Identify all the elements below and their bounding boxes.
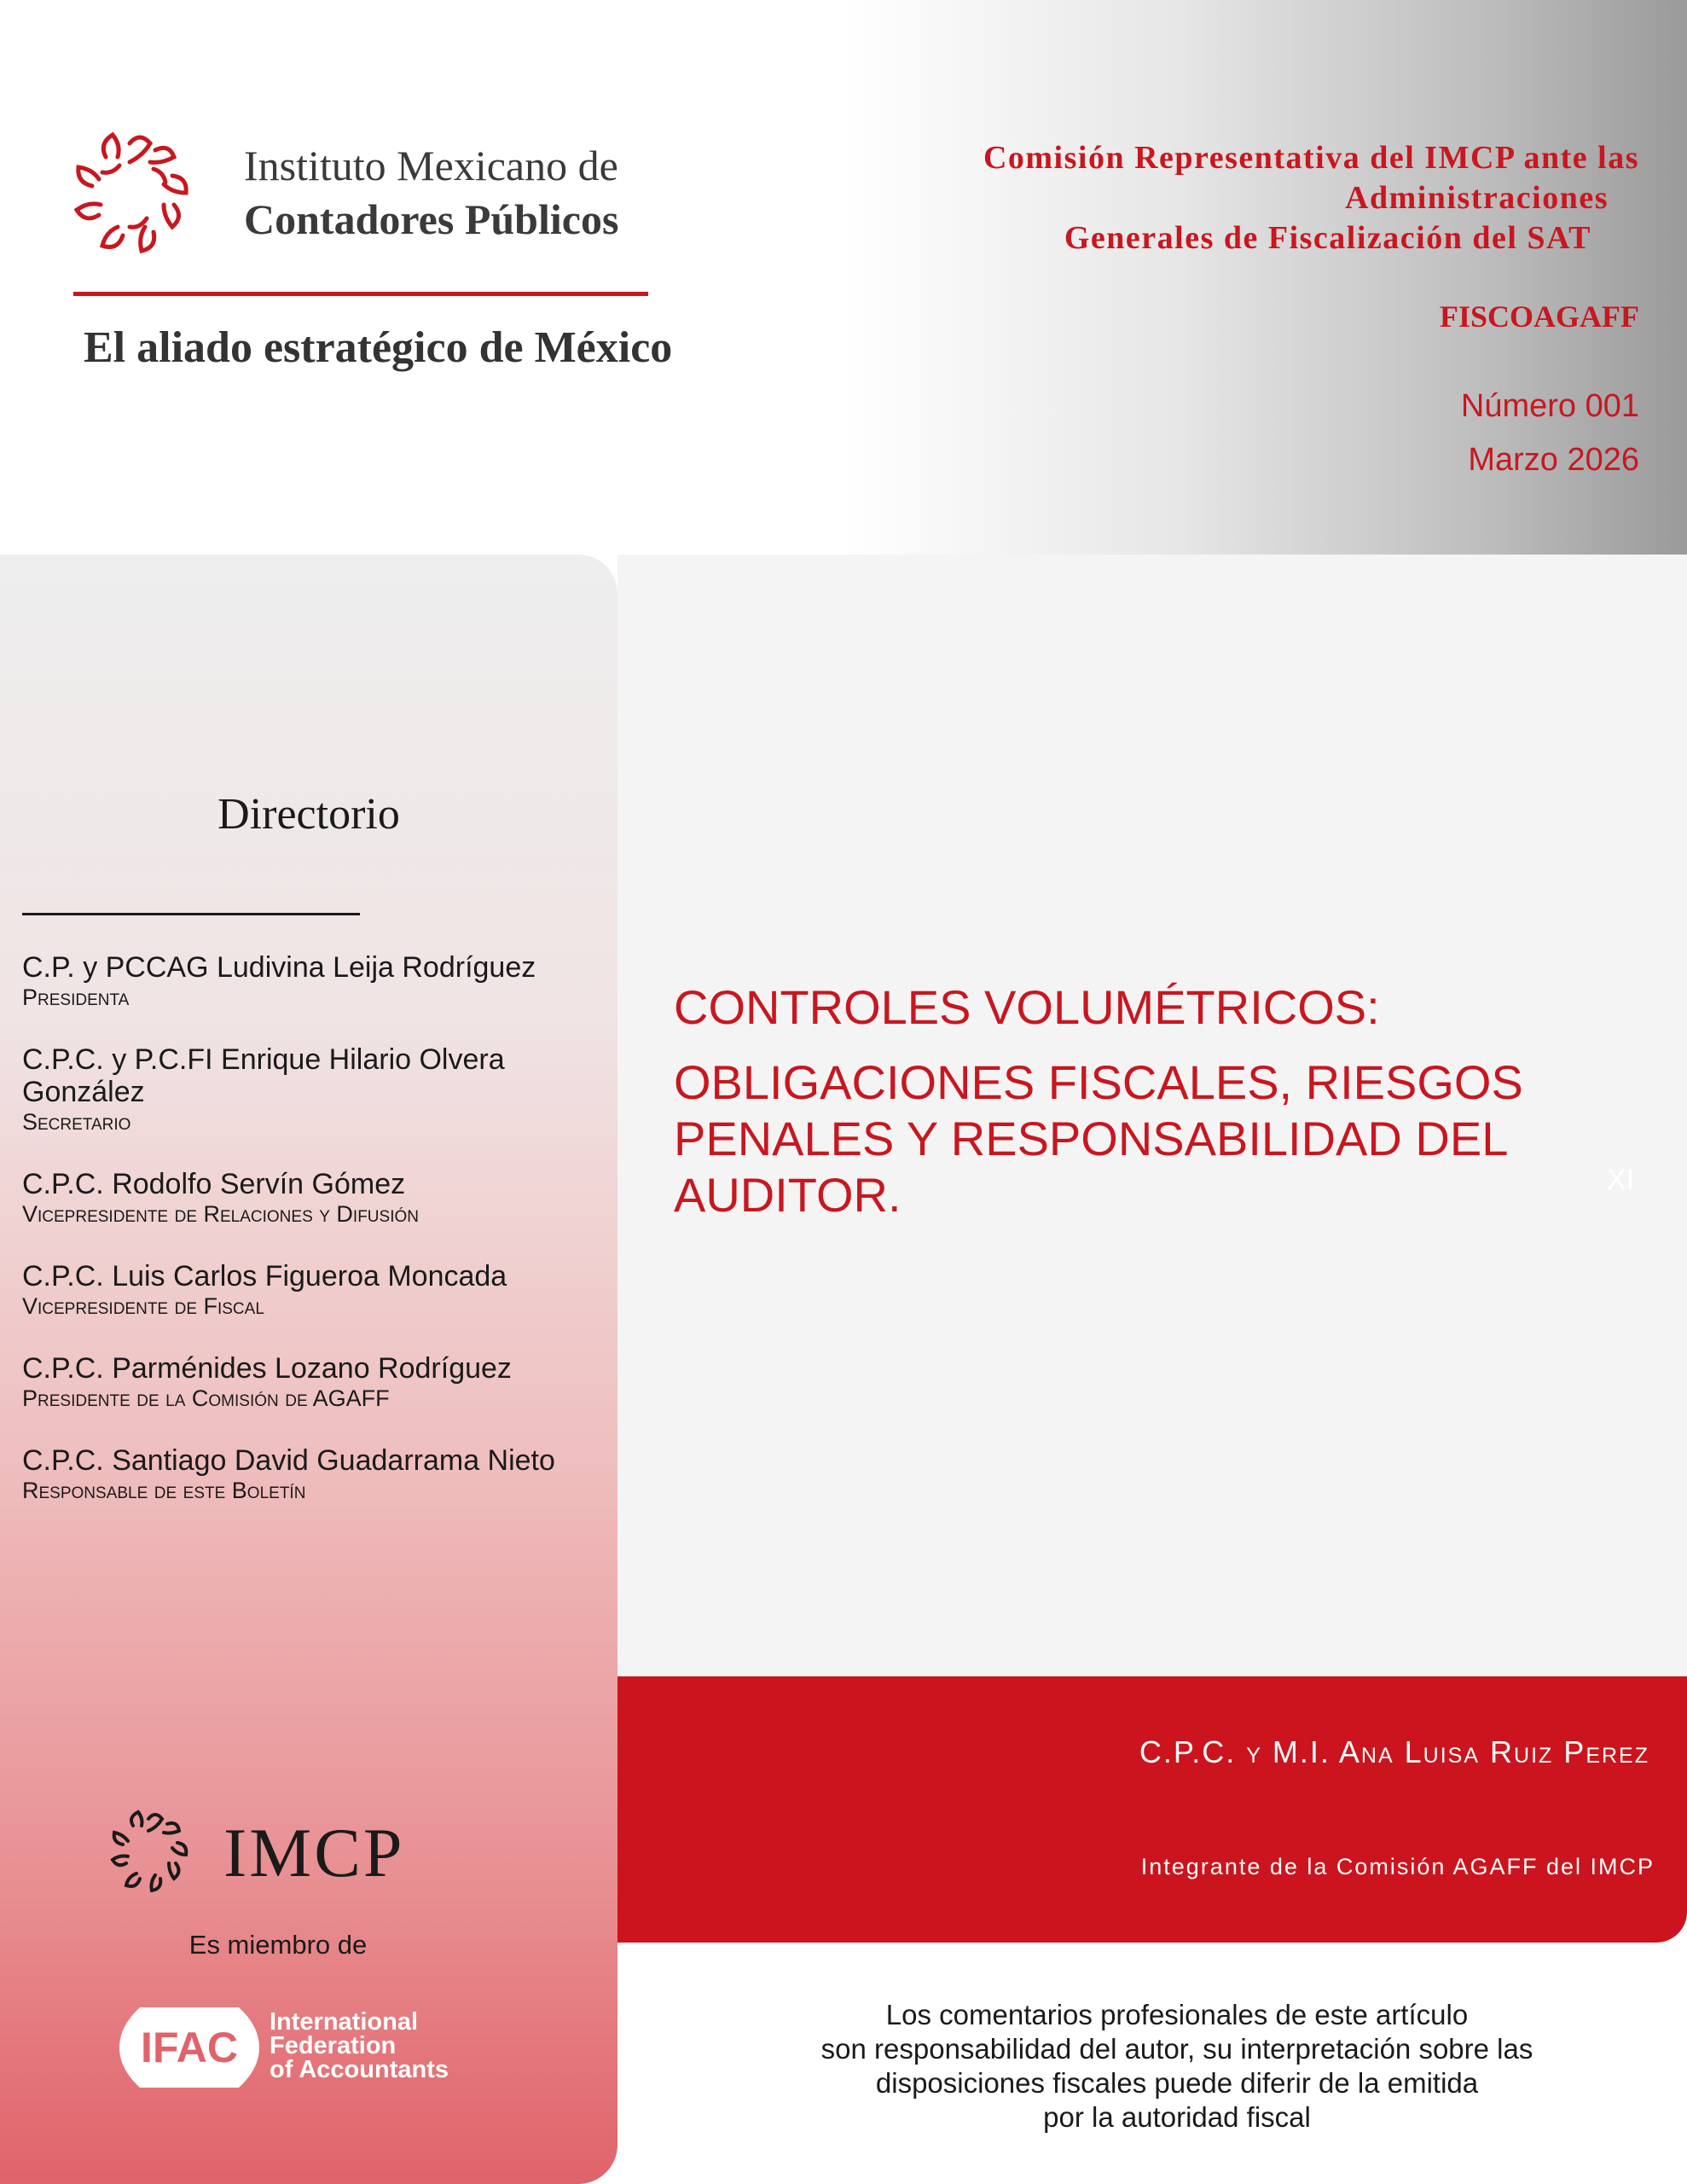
article-title-line1: CONTROLES VOLUMÉTRICOS: (674, 980, 1380, 1034)
directory-entry (22, 1043, 602, 1136)
person-name: C.P. y PCCAG Ludivina Leija Rodríguez (22, 951, 536, 984)
article-title (674, 979, 1646, 1223)
person-name: C.P.C. y P.C.FI Enrique Hilario Olvera González (22, 1043, 505, 1108)
ifac-name-line: of Accountants (270, 2056, 449, 2083)
directory-entry (22, 1260, 602, 1320)
institute-name-line2: Contadores Públicos (244, 195, 619, 243)
person-role: Secretario (22, 1109, 131, 1135)
commission-line: Administraciones (1345, 180, 1609, 216)
ifac-name-line: International (270, 2008, 419, 2036)
article-title-rest: OBLIGACIONES FISCALES, RIESGOS PENALES Y RESPONSABILIDAD DEL AUDITOR. (674, 1055, 1523, 1222)
person-role: Presidenta (22, 985, 130, 1010)
disclaimer-line: disposiciones fiscales puede diferir de la emitida (875, 2067, 1479, 2099)
tagline: El aliado estratégico de México (84, 323, 673, 372)
disclaimer-line: por la autoridad fiscal (1043, 2101, 1311, 2133)
imcp-emblem-icon (70, 126, 211, 271)
directory-entry (22, 1352, 602, 1412)
author-role: Integrante de la Comisión AGAFF del IMCP (1140, 1854, 1655, 1879)
imcp-wordmark: IMCP (223, 1814, 405, 1891)
directory-list (22, 951, 602, 1536)
imcp-small-emblem-icon (107, 1807, 201, 1901)
ifac-name (270, 2010, 449, 2082)
commission-line: Comisión Representativa del IMCP ante las (983, 140, 1639, 176)
issue-date: Marzo 2026 (1468, 442, 1639, 478)
disclaimer-line: Los comentarios profesionales de este artículo (885, 1999, 1469, 2030)
person-name: C.P.C. Rodolfo Servín Gómez (22, 1168, 406, 1200)
ifac-logo-icon (116, 2001, 263, 2094)
member-of-label: Es miembro de (188, 1930, 368, 1960)
logo-divider (73, 292, 648, 296)
person-role: Responsable de este Boletín (22, 1478, 306, 1503)
page-header (0, 0, 1687, 555)
person-name: C.P.C. Luis Carlos Figueroa Moncada (22, 1260, 507, 1292)
directory-divider (22, 913, 360, 915)
author-name: C.P.C. y M.I. Ana Luisa Ruiz Perez (1139, 1734, 1649, 1769)
person-role: Vicepresidente de Fiscal (22, 1293, 264, 1319)
ifac-name-line: Federation (270, 2032, 397, 2059)
person-name: C.P.C. Santiago David Guadarrama Nieto (22, 1444, 555, 1477)
panel-mark: XI (1607, 1164, 1635, 1196)
institute-name-line1: Instituto Mexicano de (244, 142, 618, 189)
disclaimer (751, 1998, 1603, 2135)
directory-entry (22, 1168, 602, 1228)
disclaimer-line: son responsabilidad del autor, su interpretación sobre las (820, 2033, 1533, 2065)
person-role: Presidente de la Comisión de AGAFF (22, 1385, 390, 1411)
publication-name: FISCOAGAFF (1440, 299, 1639, 334)
directory-entry (22, 1444, 602, 1504)
person-name: C.P.C. Parménides Lozano Rodríguez (22, 1352, 512, 1385)
directory-sidebar (0, 555, 617, 2184)
person-role: Vicepresidente de Relaciones y Difusión (22, 1201, 419, 1227)
author-band (617, 1676, 1687, 1943)
issue-number: Número 001 (1460, 388, 1639, 424)
directory-title: Directorio (217, 790, 400, 839)
directory-entry (22, 951, 602, 1011)
commission-title (786, 138, 1639, 258)
commission-line: Generales de Fiscalización del SAT (1064, 220, 1591, 256)
svg-text:IFAC: IFAC (141, 2024, 238, 2071)
